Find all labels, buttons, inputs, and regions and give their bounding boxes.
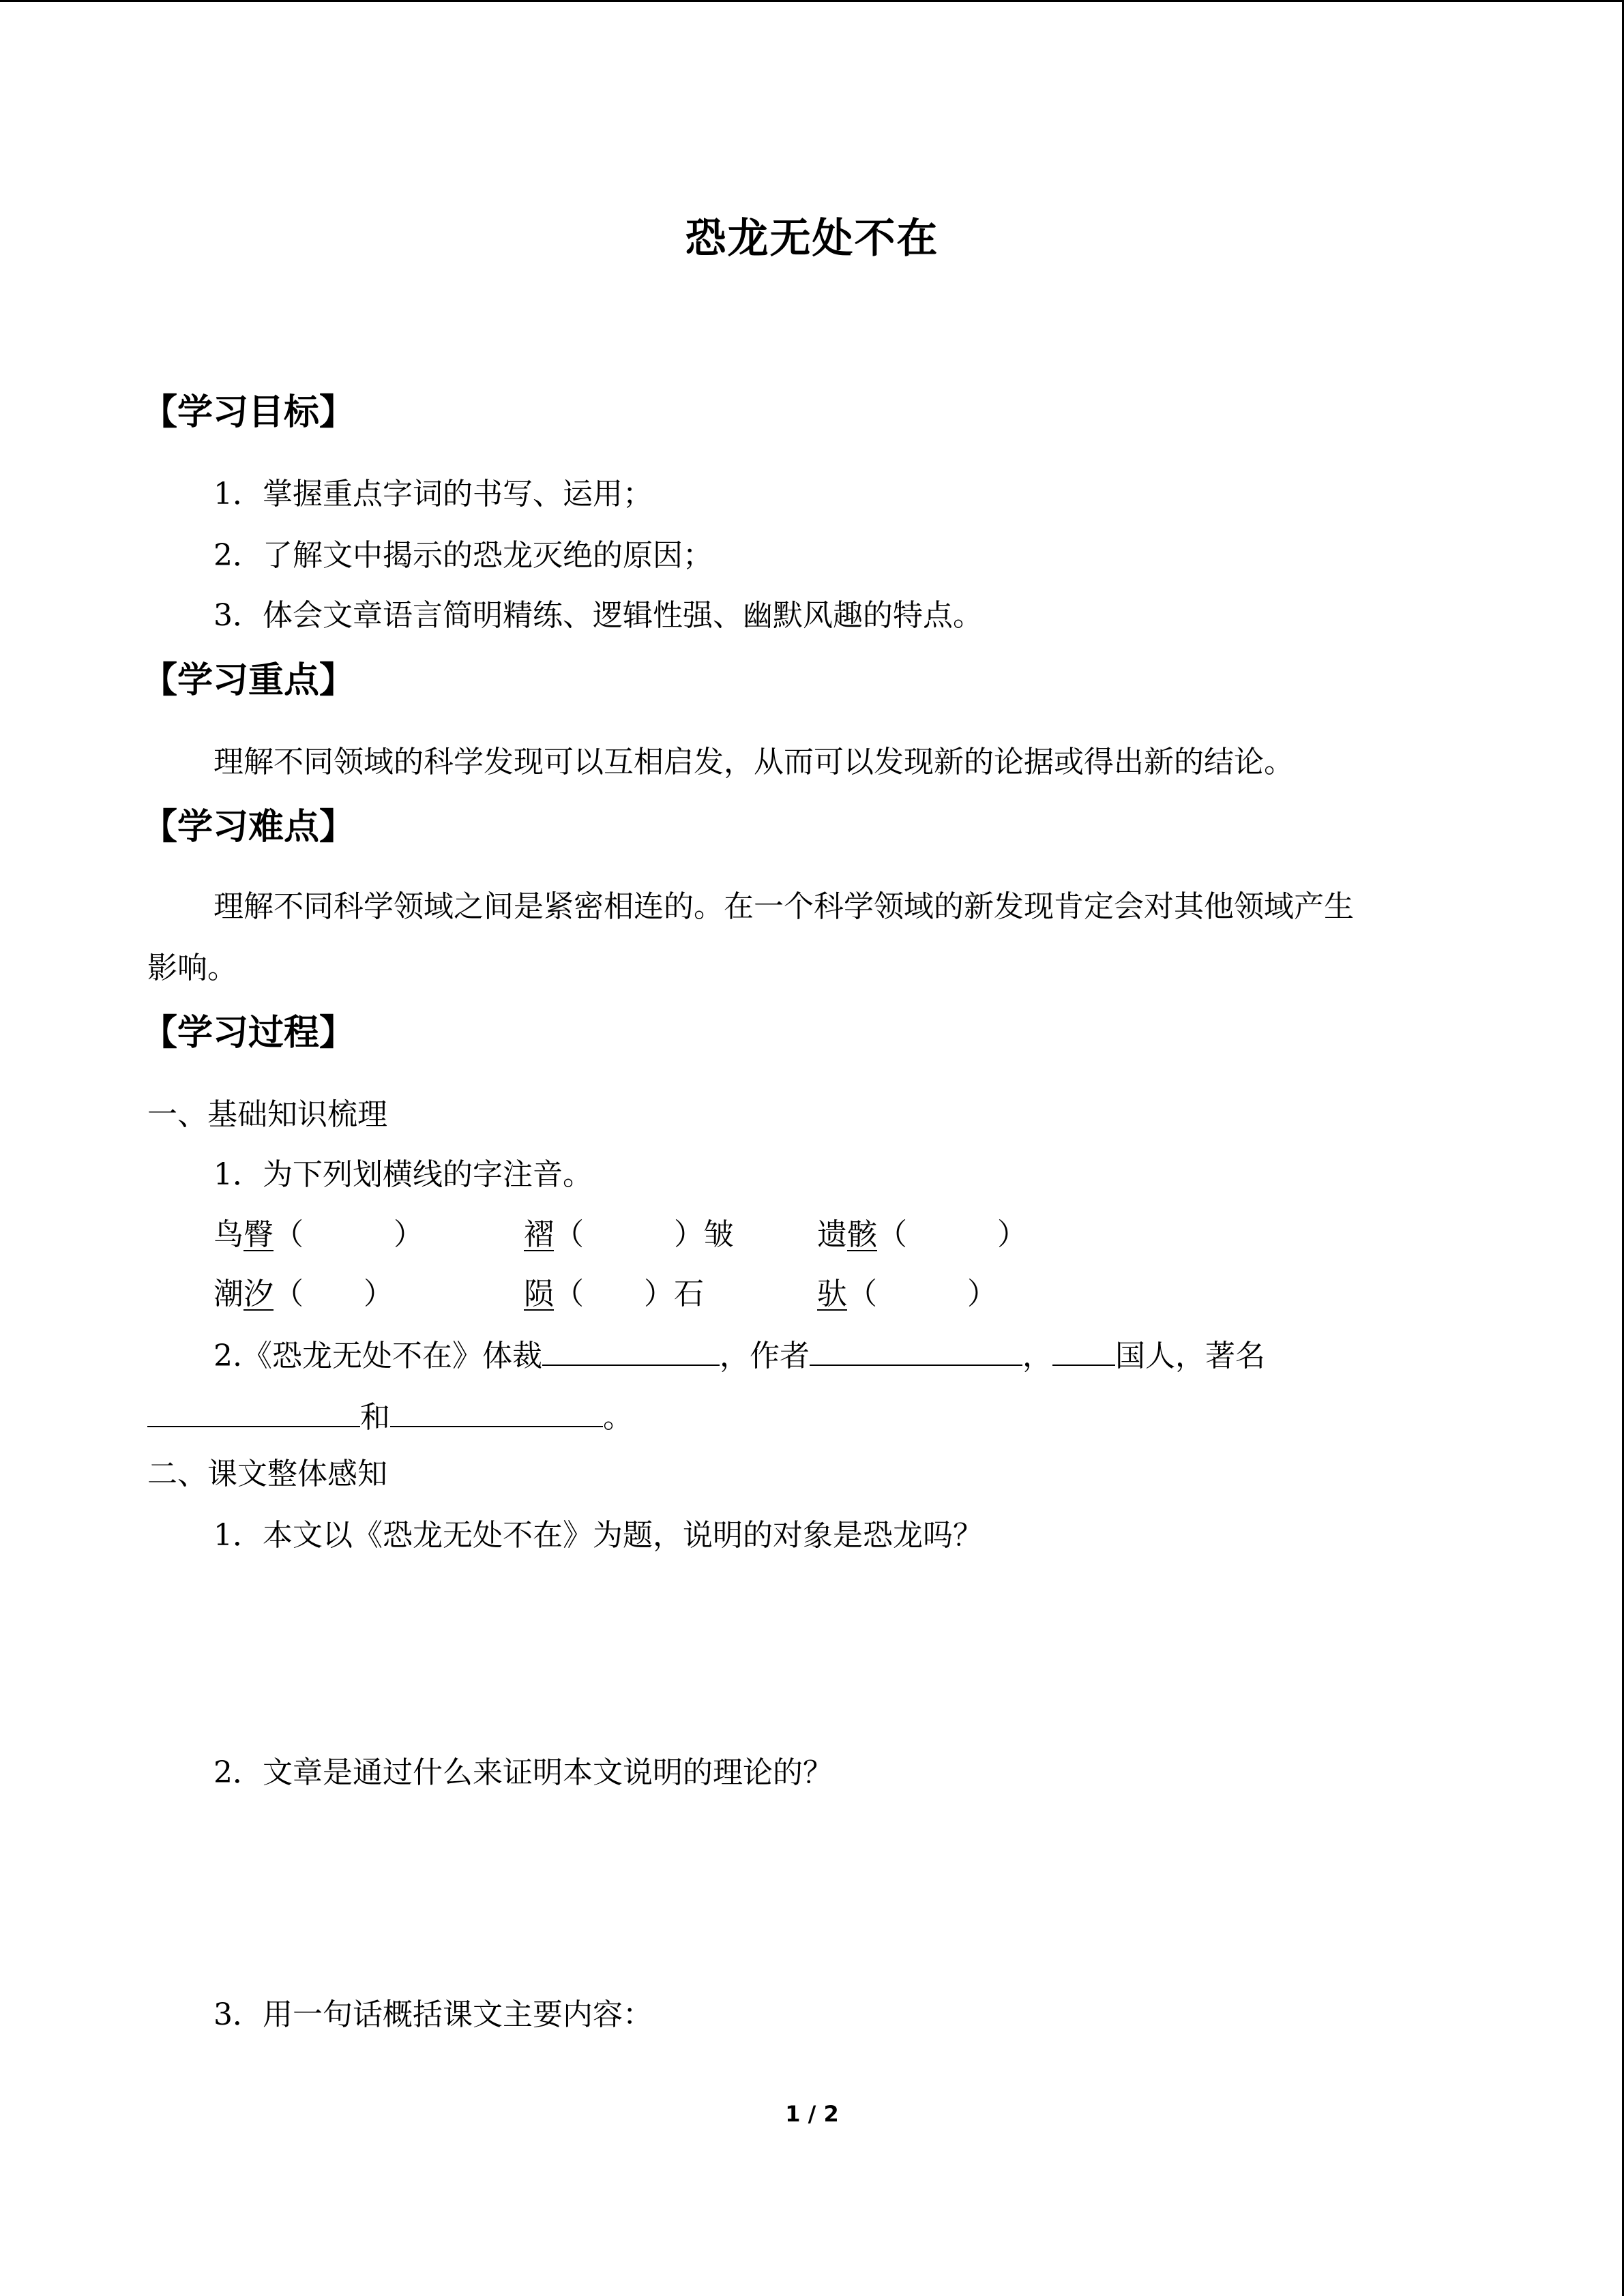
answer-parentheses[interactable]: （ ） <box>274 1217 424 1252</box>
pinyin-item-niaotun <box>213 1214 424 1255</box>
pinyin-item-yihai <box>817 1214 1027 1255</box>
blank-famous-work-2[interactable] <box>390 1396 603 1427</box>
difficulty-text-line1: 理解不同科学领域之间是紧密相连的。在一个科学领域的新发现肯定会对其他领域产生 <box>213 889 1354 924</box>
answer-parentheses[interactable]: （ ） <box>274 1277 394 1311</box>
part1-question-2-line2 <box>147 1396 633 1438</box>
heading-learning-difficulty: 【学习难点】 <box>142 807 355 848</box>
focus-text: 理解不同领域的科学发现可以互相启发，从而可以发现新的论据或得出新的结论。 <box>213 745 1294 779</box>
pinyin-item-suffix: 石 <box>674 1277 704 1311</box>
pinyin-item-yunshi <box>524 1274 704 1315</box>
goal-item-2: 2．了解文中揭示的恐龙灭绝的原因； <box>213 538 713 573</box>
difficulty-text-line2: 影响。 <box>147 951 237 985</box>
blank-author[interactable] <box>810 1335 1022 1366</box>
part2-question-3: 3．用一句话概括课文主要内容： <box>213 1997 653 2032</box>
goal-item-1: 1．掌握重点字词的书写、运用； <box>213 477 653 511</box>
pinyin-item-zhezhou <box>524 1214 734 1255</box>
page-top-border <box>0 0 1624 2</box>
blank-famous-work-1[interactable] <box>147 1396 360 1427</box>
blank-nationality[interactable] <box>1052 1335 1115 1366</box>
pinyin-item-suffix: 皱 <box>704 1217 734 1252</box>
underlined-char: 骸 <box>847 1217 877 1252</box>
heading-learning-goals: 【学习目标】 <box>142 392 355 433</box>
underlined-char: 汐 <box>243 1277 274 1311</box>
q2-text-genre: 2.《恐龙无处不在》体裁 <box>213 1339 542 1373</box>
part2-title: 二、课文整体感知 <box>147 1457 387 1491</box>
part1-question-2 <box>213 1335 1265 1377</box>
heading-learning-focus: 【学习重点】 <box>142 660 355 701</box>
answer-parentheses[interactable]: （ ） <box>877 1217 1027 1252</box>
blank-genre[interactable] <box>542 1335 720 1366</box>
q2-text-comma: ， <box>1022 1339 1052 1373</box>
part1-title: 一、基础知识梳理 <box>147 1097 387 1132</box>
part2-question-2: 2．文章是通过什么来证明本文说明的理论的？ <box>213 1755 833 1790</box>
part2-question-1: 1．本文以《恐龙无处不在》为题，说明的对象是恐龙吗？ <box>213 1518 983 1553</box>
q2-text-and: 和 <box>360 1400 390 1435</box>
answer-parentheses[interactable]: （ ） <box>847 1277 997 1311</box>
answer-parentheses[interactable]: （ ） <box>554 1277 674 1311</box>
part1-question-1: 1．为下列划横线的字注音。 <box>213 1157 593 1192</box>
underlined-char: 陨 <box>524 1277 554 1311</box>
underlined-char: 臀 <box>243 1217 274 1252</box>
document-title: 恐龙无处不在 <box>685 215 939 263</box>
q2-text-period: 。 <box>603 1400 633 1435</box>
answer-parentheses[interactable]: （ ） <box>554 1217 704 1252</box>
pinyin-item-tuo <box>817 1274 997 1315</box>
pinyin-item-prefix: 潮 <box>213 1277 243 1311</box>
q2-text-nationality: 国人，著名 <box>1114 1339 1265 1373</box>
underlined-char: 褶 <box>524 1217 554 1252</box>
underlined-char: 驮 <box>817 1277 847 1311</box>
pinyin-item-prefix: 鸟 <box>213 1217 243 1252</box>
heading-learning-process: 【学习过程】 <box>142 1013 355 1054</box>
pinyin-item-chaoxi <box>213 1274 394 1315</box>
pinyin-item-prefix: 遗 <box>817 1217 847 1252</box>
page-number: 1 / 2 <box>785 2101 839 2127</box>
goal-item-3: 3．体会文章语言简明精练、逻辑性强、幽默风趣的特点。 <box>213 598 983 633</box>
q2-text-author: ，作者 <box>719 1339 810 1373</box>
